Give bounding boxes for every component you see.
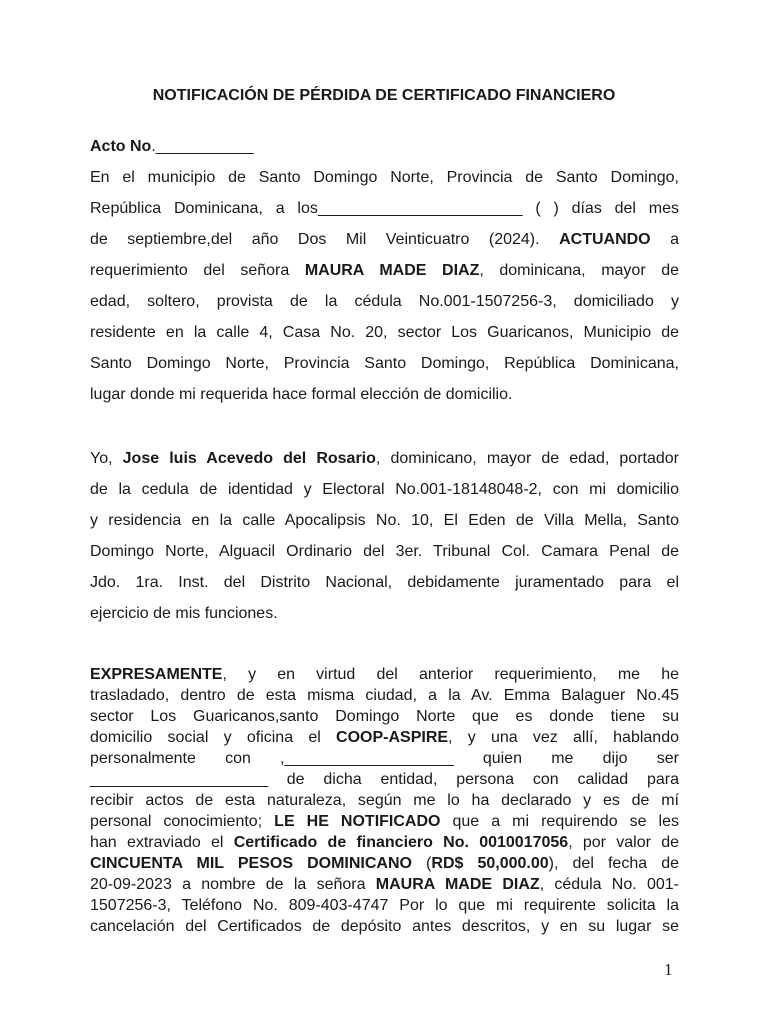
text-segment: ___________ [155,138,254,155]
text-line [90,896,679,916]
text-segment: personal conocimiento; [90,813,275,830]
text-segment: , por valor de [568,834,679,851]
bold-text: MAURA MADE DIAZ [375,876,540,893]
text-segment: Jdo. 1ra. Inst. del Distrito Nacional, debidamente juramentado para el [90,574,679,591]
text-segment: lugar donde mi requerida hace formal elección de domicilio. [90,386,513,403]
text-segment: , y una vez allí, hablando [448,729,679,746]
text-segment: ejercicio de mis funciones. [90,605,278,622]
text-line [90,542,679,562]
text-segment: . [151,138,156,155]
text-segment: cancelación del Certificados de depósito antes descritos, y en su lugar se [90,918,679,935]
text-segment: República Dominicana, a los_______________________ ( ) días del mes [90,200,679,217]
text-segment: 20-09-2023 a nombre de la señora [90,876,376,893]
text-segment: 1507256-3, Teléfono No. 809-403-4747 Por lo que mi requirente solicita la [90,897,679,914]
bold-text: Certificado de financiero No. 0010017056 [233,834,569,851]
text-segment: requerimiento del señora [90,262,305,279]
bold-text: MAURA MADE DIAZ [304,262,480,279]
text-line [90,230,679,250]
text-line [90,323,679,343]
bold-text: RD$ 50,000.00 [431,855,549,872]
text-segment: , y en virtud del anterior requerimiento, me he [222,666,679,683]
bold-text: LE HE NOTIFICADO [274,813,441,830]
text-line [90,917,679,937]
text-line [90,812,679,832]
text-line [90,686,679,706]
text-segment: que a mi requirendo se les [440,813,680,830]
document-title: NOTIFICACIÓN DE PÉRDIDA DE CERTIFICADO FINANCIERO [152,87,616,104]
text-line [90,199,679,219]
text-segment: sector Los Guaricanos,santo Domingo Norte que es donde tiene su [90,708,679,725]
text-segment: Santo Domingo Norte, Provincia Santo Domingo, República Dominicana, [90,355,679,372]
text-line [90,449,679,469]
text-line [90,480,679,500]
text-line [90,354,679,374]
text-segment: domicilio social y oficina el [90,729,337,746]
text-segment: de la cedula de identidad y Electoral No.001-18148048-2, con mi domicilio [90,481,679,498]
text-line [90,749,679,769]
text-segment: En el municipio de Santo Domingo Norte, Provincia de Santo Domingo, [90,169,679,186]
bold-text: COOP-ASPIRE [336,729,449,746]
text-segment: , cédula No. 001- [539,876,679,893]
text-segment: y residencia en la calle Apocalipsis No. 10, El Eden de Villa Mella, Santo [90,512,679,529]
text-segment: de septiembre,del año Dos Mil Veinticuatro (2024). [90,231,560,248]
text-segment: ), del fecha de [548,855,679,872]
bold-text: EXPRESAMENTE [90,666,223,683]
text-line [90,261,679,281]
text-line [90,875,679,895]
text-segment: ( [411,855,432,872]
bold-text: CINCUENTA MIL PESOS DOMINICANO [90,855,412,872]
text-line [90,137,679,157]
text-line [90,511,679,531]
text-segment: ____________________ de dicha entidad, persona con calidad para [90,771,679,788]
text-line [90,385,679,405]
text-line [90,665,679,685]
page-number: 1 [664,960,673,979]
text-segment: residente en la calle 4, Casa No. 20, sector Los Guaricanos, Municipio de [90,324,679,341]
text-segment: , dominicana, mayor de [479,262,680,279]
text-segment: trasladado, dentro de esta misma ciudad, a la Av. Emma Balaguer No.45 [90,687,679,704]
text-line [90,728,679,748]
text-line [90,292,679,312]
bold-text: Acto No [90,138,152,155]
text-line [90,854,679,874]
text-segment: recibir actos de esta naturaleza, según me lo ha declarado y es de mí [90,792,679,809]
text-line [90,573,679,593]
text-line [90,791,679,811]
text-segment: Yo, [90,450,123,467]
text-line [90,707,679,727]
text-line [90,770,679,790]
text-segment: personalmente con ,___________________ quien me dijo ser [90,750,679,767]
text-segment: a [650,231,680,248]
text-segment: , dominicano, mayor de edad, portador [375,450,679,467]
bold-text: ACTUANDO [559,231,651,248]
text-line [90,833,679,853]
text-segment: edad, soltero, provista de la cédula No.001-1507256-3, domiciliado y [90,293,679,310]
text-line [90,604,679,624]
bold-text: Jose luis Acevedo del Rosario [122,450,376,467]
text-segment: Domingo Norte, Alguacil Ordinario del 3er. Tribunal Col. Camara Penal de [90,543,679,560]
text-line [90,168,679,188]
text-segment: han extraviado el [90,834,234,851]
